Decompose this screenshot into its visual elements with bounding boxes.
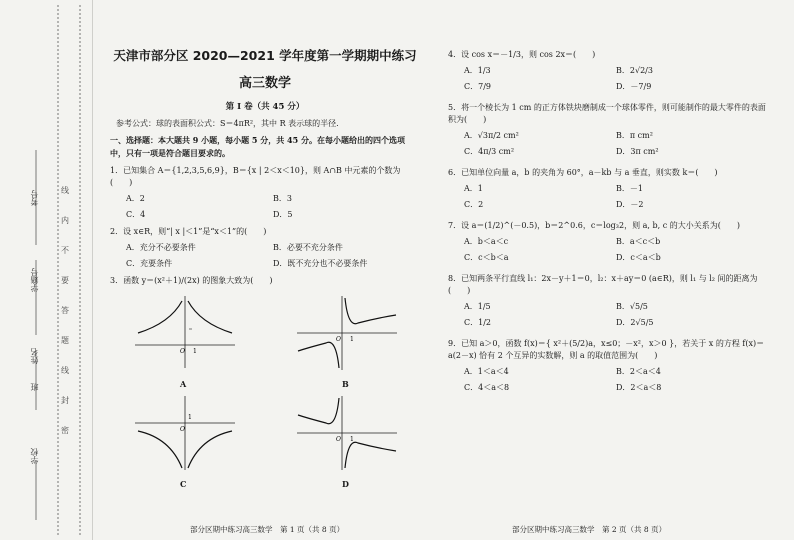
seal-char: 密 [61,426,69,435]
graph-c [130,393,240,473]
option-c: C．1/2 [464,318,491,327]
option-b: B．－1 [616,184,643,193]
question-6-options [464,179,768,211]
question-8-stem: 8．已知两条平行直线 l₁：2x－y＋1＝0，l₂：x＋ay＝0 (a∈R)，则 l₁ 与 l₂ 间的距离为( ) [448,274,758,295]
graph-a-origin: O [180,348,185,355]
option-d: D．既不充分也不必要条件 [273,259,368,268]
left-column [110,32,420,488]
seal-char: 线 [61,366,69,375]
option-b: B．2＜a＜4 [616,367,661,376]
option-a: A．√3π/2 cm² [464,131,519,140]
graph-d-origin: O [336,436,341,443]
question-5-options [464,126,768,158]
option-b: B．2√2/3 [616,66,653,75]
option-a: A．1/3 [464,66,491,75]
question-3-stem: 3．函数 y＝(x²＋1)/(2x) 的图象大致为( ) [110,276,273,285]
binding-lines [0,0,92,540]
question-7-stem: 7．设 a＝(1/2)^(－0.5)，b＝2^0.6，c＝log₃2，则 a, b, c 的大小关系为( ) [448,221,740,230]
question-7-options [464,232,768,264]
graph-c-one: 1 [188,414,192,421]
option-c: C．4π/3 cm² [464,147,515,156]
option-b: B．π cm² [616,131,653,140]
option-b: B．√5/5 [616,302,648,311]
graph-a-label: A [180,379,187,389]
graph-b [292,293,402,373]
seal-char: 内 [61,216,69,225]
option-a: A．b＜a＜c [464,237,509,246]
option-d: D．5 [273,210,293,219]
graph-b-label: B [342,379,349,389]
option-c: C．4 [126,210,146,219]
graph-b-origin: O [336,336,341,343]
question-5-stem: 5．将一个棱长为 1 cm 的正方体铁块磨制成一个球体零件，则可能制作的最大零件的表面积为( ) [448,103,766,124]
graph-b-one: 1 [350,336,354,343]
graph-a-one: 1 [193,348,197,355]
option-d: D．－7/9 [616,82,652,91]
field-label-class: 班 [30,383,39,391]
section-text: 本大题共 9 小题，每小题 5 分，共 45 分。在每小题给出的四个选项中，只有一项是符合题目要求的。 [110,135,405,158]
option-d: D．c＜a＜b [616,253,661,262]
option-d: D．2＜a＜8 [616,383,662,392]
seal-char: 题 [61,336,69,345]
field-label-exam-number: 考号 [30,190,39,206]
question-4-options [464,61,768,93]
binding-strip [0,0,93,540]
question-9-stem: 9．已知 a＞0，函数 f(x)＝{ x²＋(5/2)a，x≤0；－x²，x＞0 }，若关于 x 的方程 f(x)＝a(2－x) 恰有 2 个互异的实数解，则 a 的取值范围为( ) [448,339,765,360]
option-c: C．2 [464,200,484,209]
exam-title: 天津市部分区 2020—2021 学年度第一学期期中练习 [113,48,417,63]
seal-char: 要 [61,276,69,285]
option-a: A．1＜a＜4 [464,367,509,376]
option-a: A．1/5 [464,302,491,311]
section-heading: 一、选择题： [110,135,158,145]
question-2-stem: 2．设 x∈R，则“| x |＜1”是“x＜1”的( ) [110,227,267,236]
option-c: C．4＜a＜8 [464,383,510,392]
graph-d-label: D [342,479,349,489]
left-footer: 部分区期中练习高三数学 第 1 页（共 8 页） [190,525,345,534]
question-1-options [126,189,420,221]
option-c: C．c＜b＜a [464,253,509,262]
roll-heading: 第 I 卷（共 45 分） [225,102,305,112]
question-6-stem: 6．已知单位向量 a，b 的夹角为 60°，a－kb 与 a 垂直，则实数 k＝( ) [448,168,718,177]
graph-a [130,293,240,373]
exam-subject: 高三数学 [238,76,291,91]
option-b: B．a＜c＜b [616,237,661,246]
option-a: A．2 [126,194,145,203]
option-c: C．充要条件 [126,259,173,268]
section-instructions [110,134,420,160]
seal-char: 线 [61,186,69,195]
reference-formula: 参考公式：球的表面积公式：S＝4πR²，其中 R 表示球的半径. [116,119,339,128]
option-c: C．7/9 [464,82,491,91]
seal-char: 答 [61,306,69,315]
option-d: D．3π cm² [616,147,659,156]
option-d: D．－2 [616,200,644,209]
question-8-options [464,297,768,329]
question-2-options [126,238,420,270]
field-label-name: 姓名 [30,348,39,364]
option-a: A．充分不必要条件 [126,243,196,252]
seal-char: 不 [61,246,69,255]
seal-char: 封 [61,396,69,405]
graph-c-origin: O [180,426,185,433]
graph-d-one: 1 [350,436,354,443]
question-9-options [464,362,768,394]
graph-c-label: C [180,479,187,489]
right-column [448,44,768,394]
right-footer: 部分区期中练习高三数学 第 2 页（共 8 页） [512,525,667,534]
option-b: B．必要不充分条件 [273,243,343,252]
field-label-student-id: 学籍号 [30,268,39,292]
question-1-stem: 1．已知集合 A＝{1,2,3,5,6,9}，B＝{x | 2＜x＜10}，则 A∩B 中元素的个数为( ) [110,166,401,187]
option-a: A．1 [464,184,483,193]
question-4-stem: 4．设 cos x＝－1/3，则 cos 2x＝( ) [448,50,596,59]
question-3-graphs [110,293,410,488]
field-label-school: 学校 [30,448,39,464]
option-b: B．3 [273,194,292,203]
graph-d [292,393,402,473]
option-d: D．2√5/5 [616,318,654,327]
